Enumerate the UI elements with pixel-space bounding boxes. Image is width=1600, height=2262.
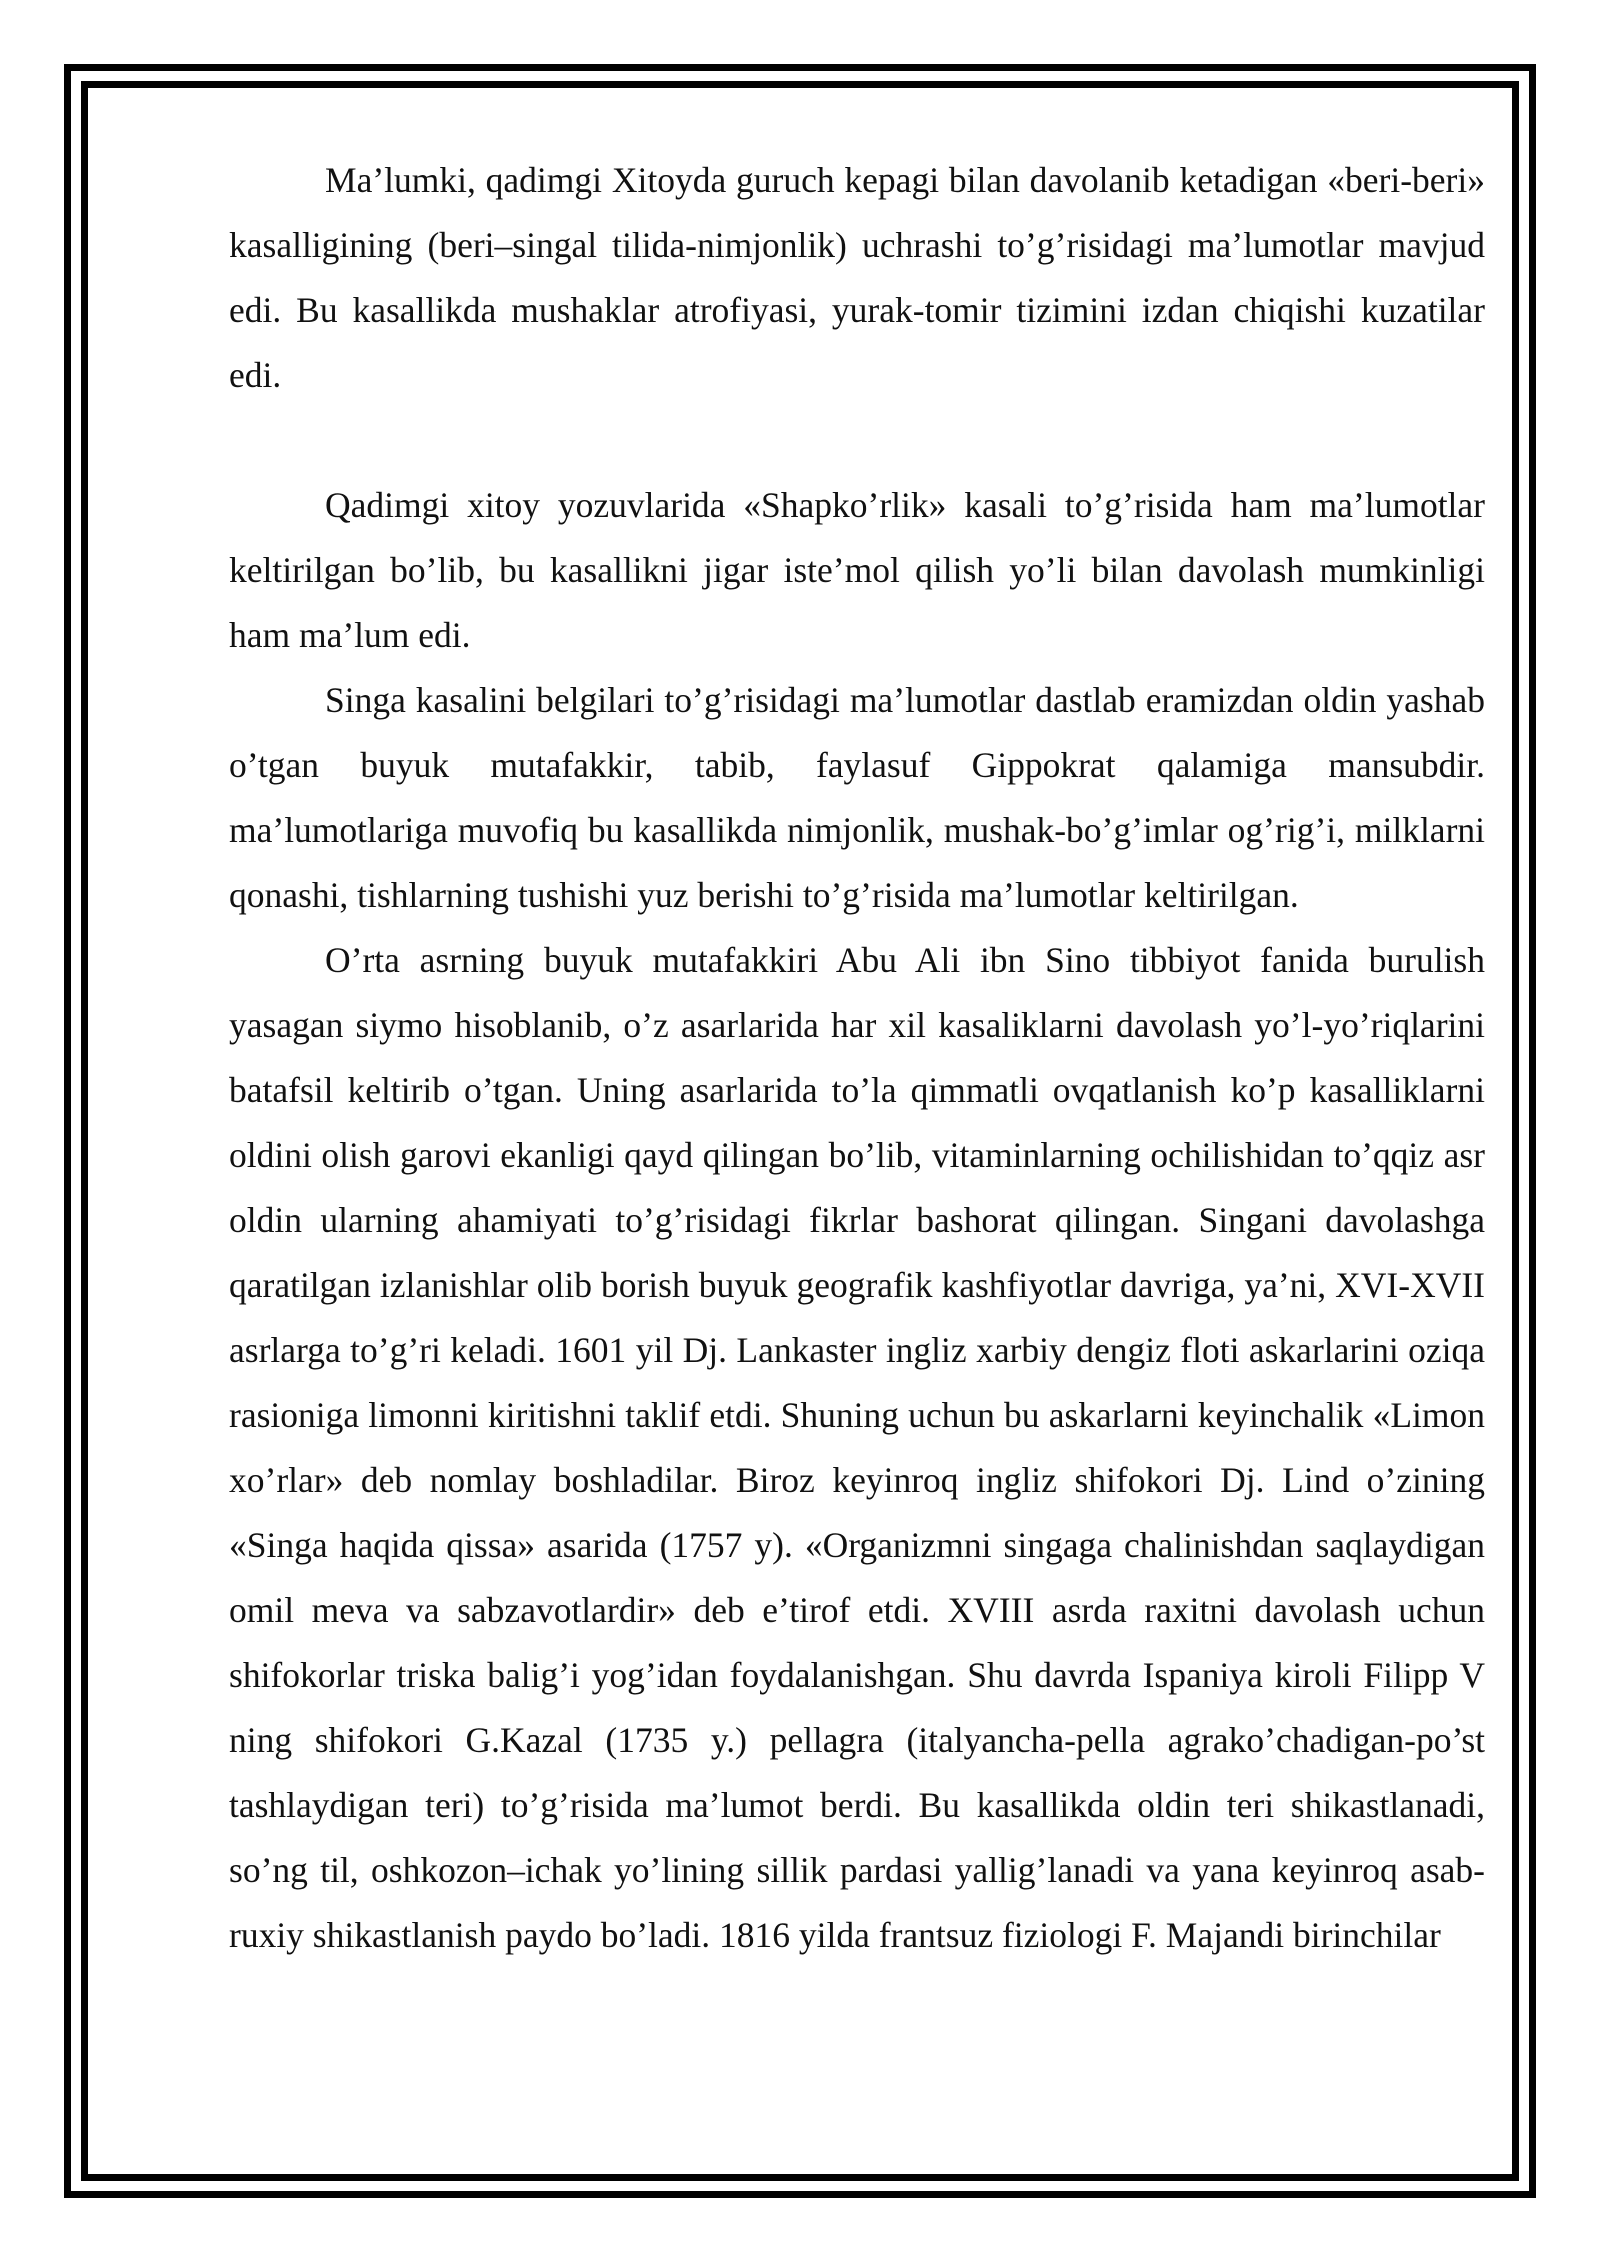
paragraph-history: O’rta asrning buyuk mutafakkiri Abu Ali ibn Sino tibbiyot fanida burulish yasagan siymo hisoblanib, o’z asarlarida har xil kasaliklarni davolash yo’l-yo’riqlarini batafsil keltirib o’tgan. Uning asarlarida to’la qimmatli ovqatlanish ko’p kasalliklarni oldini olish garovi ekanligi qayd qilingan bo’lib, vitaminlarning ochilishidan to’qqiz asr oldin ularning ahamiyati to’g’risidagi fikrlar bashorat qilingan. Singani davolashga qaratilgan izlanishlar olib borish buyuk geografik kashfiyotlar davriga, ya’ni, XVI-XVII asrlarga to’g’ri keladi. 1601 yil Dj. Lankaster ingliz xarbiy dengiz floti askarlarini oziqa rasioniga limonni kiritishni taklif etdi. Shuning uchun bu askarlarni keyinchalik «Limon xo’rlar» deb nomlay boshladilar. Biroz keyinroq ingliz shifokori Dj. Lind o’zining «Singa haqida qissa» asarida (1757 y). «Organizmni singaga chalinishdan saqlaydigan omil meva va sabzavotlardir» deb e’tirof etdi. XVIII asrda raxitni davolash uchun shifokorlar triska balig’i yog’idan foydalanishgan. Shu davrda Ispaniya kiroli Filipp V ning shifokori G.Kazal (1735 y.) pellagra (italyancha-pella agrako’chadigan-po’st tashlaydigan teri) to’g’risida ma’lumot berdi. Bu kasallikda oldin teri shikastlanadi, so’ng til, oshkozon–ichak yo’lining sillik pardasi yallig’lanadi va yana keyinroq asab-ruxiy shikastlanish paydo bo’ladi. 1816 yilda frantsuz fiziologi F. Majandi birinchilar [229, 940, 1485, 1955]
paragraph-beriberi: Ma’lumki, qadimgi Xitoyda guruch kepagi bilan davolanib ketadigan «beri-beri» kasalligining (beri–singal tilida-nimjonlik) uchrashi to’g’risidagi ma’lumotlar mavjud edi. Bu kasallikda mushaklar atrofiyasi, yurak-tomir tizimini izdan chiqishi kuzatilar edi. [229, 160, 1485, 395]
paragraph-scurvy: Singa kasalini belgilari to’g’risidagi ma’lumotlar dastlab eramizdan oldin yashab o’tgan buyuk mutafakkir, tabib, faylasuf Gippokrat qalamiga mansubdir. ma’lumotlariga muvofiq bu kasallikda nimjonlik, mushak-bo’g’imlar og’rig’i, milklarni qonashi, tishlarning tushishi yuz berishi to’g’risida ma’lumotlar keltirilgan. [229, 680, 1485, 915]
paragraph-night-blindness: Qadimgi xitoy yozuvlarida «Shapko’rlik» kasali to’g’risida ham ma’lumotlar keltirilgan bo’lib, bu kasallikni jigar iste’mol qilish yo’li bilan davolash mumkinligi ham ma’lum edi. [229, 485, 1485, 655]
document-body [229, 148, 1485, 1968]
